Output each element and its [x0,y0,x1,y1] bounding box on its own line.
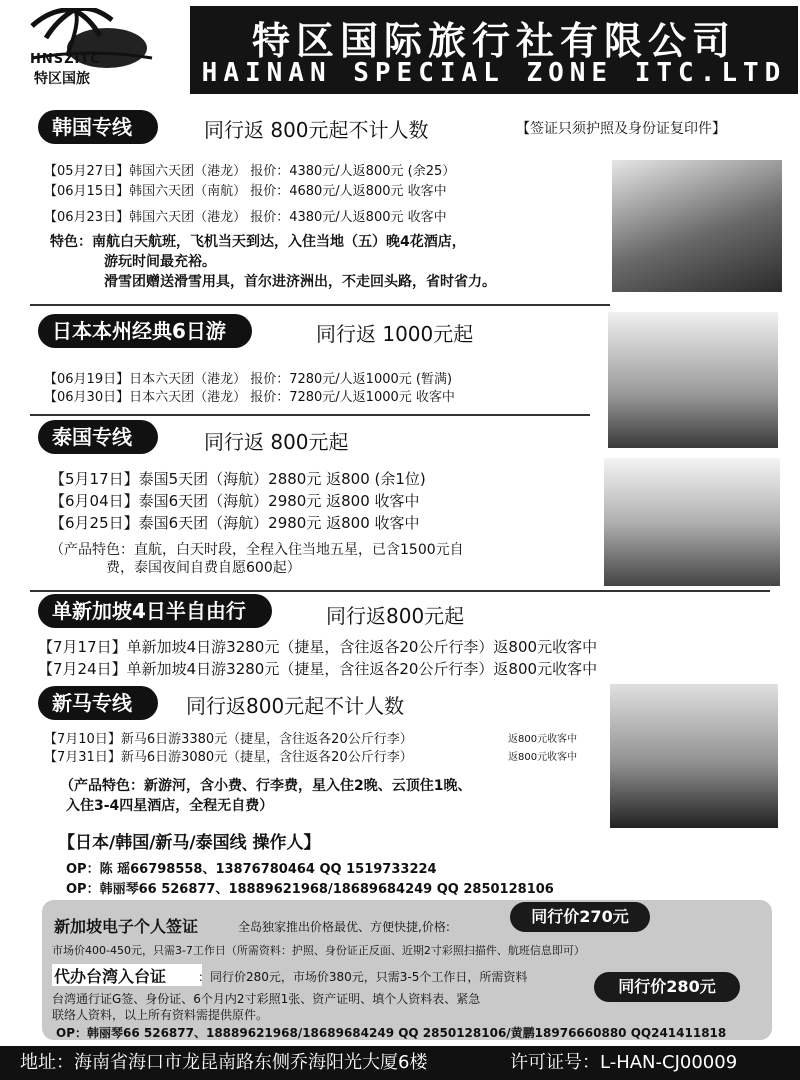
operator-line: OP：陈 瑶66798558、13876780464 QQ 1519733224 [66,862,437,877]
singapore-row: 【7月24日】单新加坡4日游3280元（捷星，含往返各20公斤行李）返800元收客中 [38,660,598,678]
xinma-row-status: 返800元收客中 [508,752,578,763]
xinma-row: 【7月10日】新马6日游3380元（捷星，含往返各20公斤行李） [44,732,413,747]
thailand-feature: 费，泰国夜间自费自愿600起） [106,560,301,576]
singapore-rebate: 同行返800元起 [326,604,465,628]
japan-row: 【06月19日】日本六天团（港龙） 报价：7280元/人返1000元 (暂满) [44,372,453,387]
xinma-row: 【7月31日】新马6日游3080元（捷星，含往返各20公斤行李） [44,750,413,765]
thailand-temple-photo [604,458,780,586]
korea-visa-note: 【签证只须护照及身份证复印件】 [516,121,726,137]
logo-code: HNSZITC [30,52,101,67]
japan-castle-photo [608,312,778,448]
thailand-feature: （产品特色：直航，白天时段，全程入住当地五星，已含1500元自 [50,542,464,558]
footer-address: 地址：海南省海口市龙昆南路东侧乔海阳光大厦6楼 [20,1052,428,1073]
korea-row: 【06月23日】韩国六天团（港龙） 报价：4380元/人返800元 收客中 [44,210,447,225]
xinma-feature: 入住3-4四星酒店，全程无自费） [66,798,274,814]
tw-visa-title: 代办台湾入台证 [54,967,167,986]
xinma-rebate: 同行返800元起不计人数 [186,694,405,718]
korea-feature: 滑雪团赠送滑雪用具，首尔进济洲出，不走回头路，省时省力。 [104,274,496,290]
japan-row: 【06月30日】日本六天团（港龙） 报价：7280元/人返1000元 收客中 [44,390,455,405]
tw-visa-price: 同行价280元 [594,972,740,1002]
singapore-row: 【7月17日】单新加坡4日游3280元（捷星，含往返各20公斤行李）返800元收客中 [38,638,598,656]
korea-row: 【05月27日】韩国六天团（港龙） 报价：4380元/人返800元 (余25） [44,164,456,179]
company-name-cn: 特区国际旅行社有限公司 [251,18,736,63]
tw-visa-desc: ：同行价280元，市场价380元，只需3-5个工作日，所需资料 [198,970,528,984]
section-divider [30,414,590,416]
company-name-en: HAINAN SPECIAL ZONE ITC.LTD [201,58,787,88]
section-tag-japan: 日本本州经典6日游 [38,314,252,348]
xinma-row-status: 返800元收客中 [508,734,578,745]
tw-visa-line: 台湾通行证G签、身份证、6个月内2寸彩照1张、资产证明、填个人资料表、紧急 [52,992,481,1006]
operators-title: 【日本/韩国/新马/泰国线 操作人】 [58,833,321,853]
thailand-rebate: 同行返 800元起 [204,430,349,454]
logo-name: 特区国旅 [34,71,90,87]
thailand-row: 【6月04日】泰国6天团（海航）2980元 返800 收客中 [50,492,420,510]
korea-rebate: 同行返 800元起不计人数 [204,118,429,142]
section-tag-thailand: 泰国专线 [38,420,158,454]
japan-rebate: 同行返 1000元起 [316,322,474,346]
footer-license: 许可证号：L-HAN-CJ00009 [510,1052,738,1073]
singapore-marina-photo [610,684,778,828]
visa-operator-line: OP：韩丽琴66 526877、18889621968/18689684249 QQ 2850128106/黄鹏18976660880 QQ241411818 [56,1026,727,1040]
section-tag-korea: 韩国专线 [38,110,158,144]
section-divider [30,304,610,306]
section-divider [30,590,770,592]
sg-visa-line: 市场价400-450元，只需3-7工作日（所需资料：护照、身份证正反面、近期2寸彩照扫描件、航班信息即可） [52,944,585,957]
korea-row: 【06月15日】韩国六天团（南航） 报价：4680元/人返800元 收客中 [44,184,447,199]
korea-feature: 特色：南航白天航班，飞机当天到达，入住当地（五）晚4花酒店， [50,234,466,250]
korea-feature: 游玩时间最充裕。 [104,254,216,270]
section-tag-xinma: 新马专线 [38,686,158,720]
thailand-row: 【5月17日】泰国5天团（海航）2880元 返800 (余1位) [50,470,426,488]
korea-street-photo [612,160,782,292]
sg-visa-price: 同行价270元 [510,902,650,932]
xinma-feature: （产品特色：新游河，含小费、行李费，星入住2晚、云顶住1晚、 [60,778,472,794]
tw-visa-line: 联络人资料，以上所有资料需提供原件。 [52,1008,269,1022]
operator-line: OP：韩丽琴66 526877、18889621968/18689684249 QQ 2850128106 [66,882,554,897]
sg-visa-desc: 全岛独家推出价格最优、方便快捷,价格: [238,920,450,934]
sg-visa-title: 新加坡电子个人签证 [54,917,199,936]
thailand-row: 【6月25日】泰国6天团（海航）2980元 返800 收客中 [50,514,420,532]
section-tag-singapore: 单新加坡4日半自由行 [38,594,272,628]
